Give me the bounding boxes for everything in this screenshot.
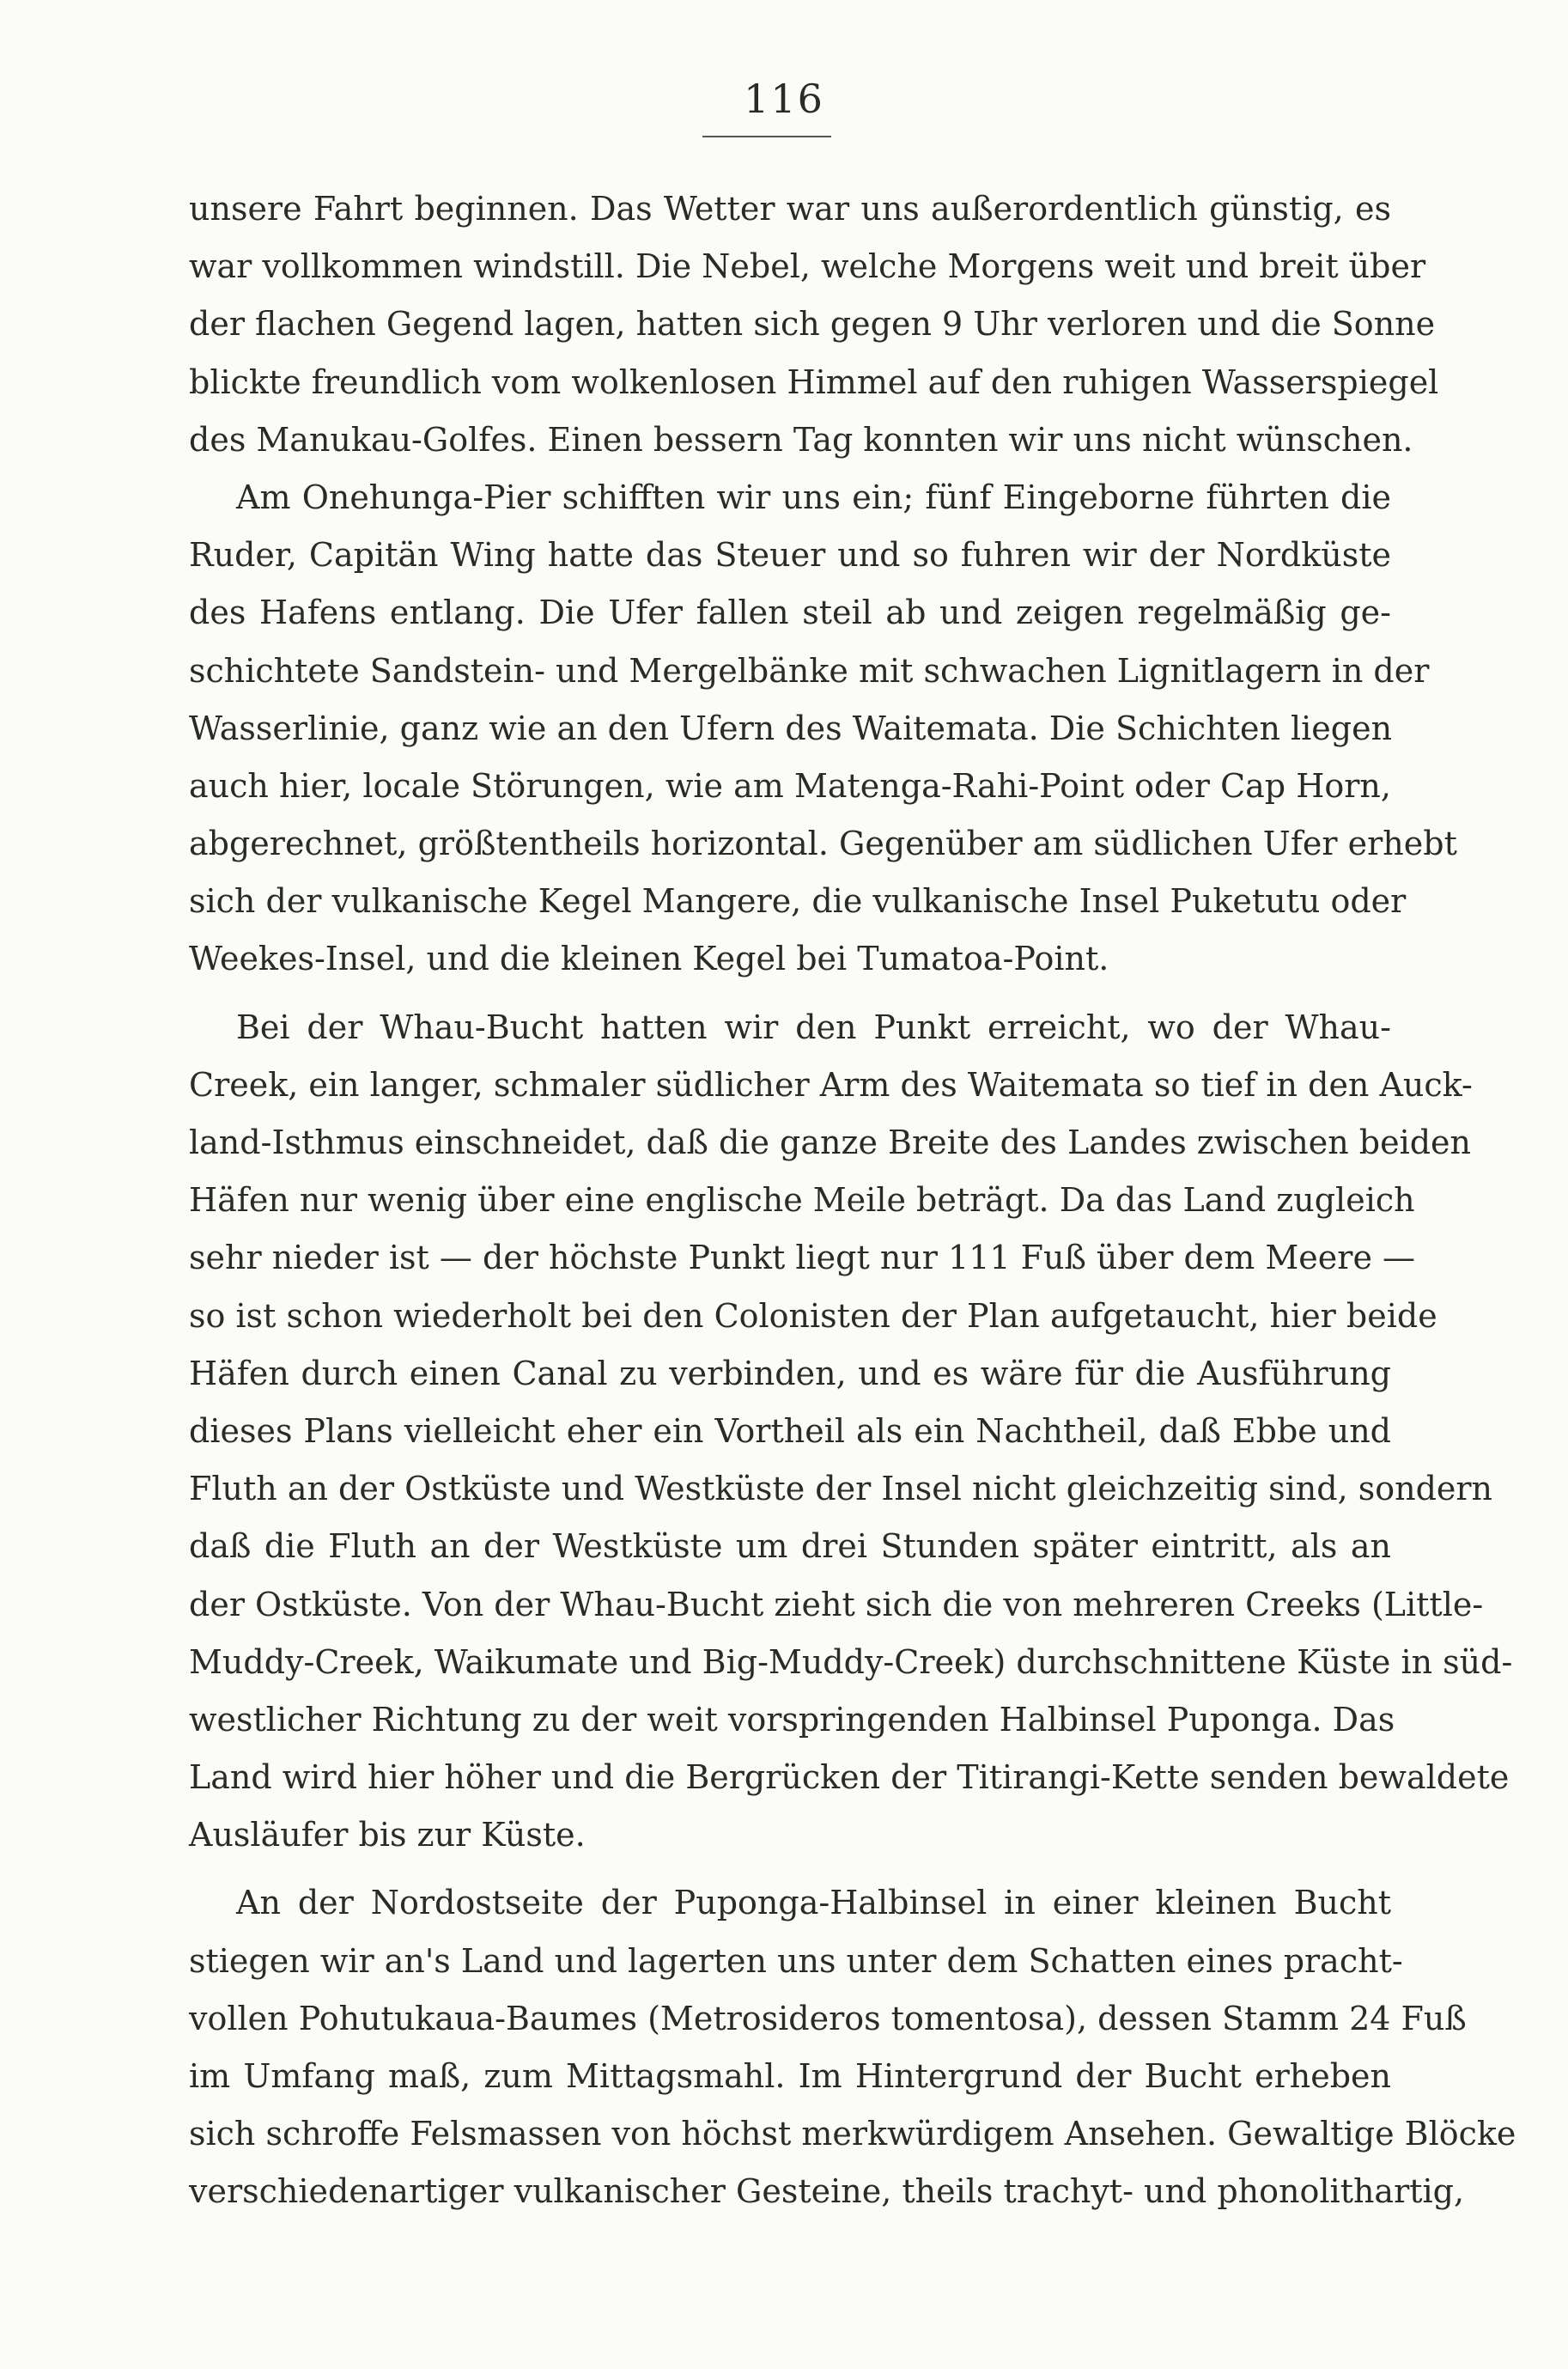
paragraph (189, 180, 1439, 469)
text-line: im Umfang maß, zum Mittagsmahl. Im Hintergrund der Bucht erheben (189, 2057, 1391, 2095)
text-line: war vollkommen windstill. Die Nebel, welche Morgens weit und breit über (189, 247, 1426, 286)
text-line: blickte freundlich vom wolkenlosen Himmel auf den ruhigen Wasserspiegel (189, 362, 1439, 401)
text-line: des Manukau-Golfes. Einen bessern Tag konnten wir uns nicht wünschen. (189, 420, 1413, 459)
text-line: Creek, ein langer, schmaler südlicher Arm des Waitemata so tief in den Auck- (189, 1065, 1473, 1104)
text-line: so ist schon wiederholt bei den Colonisten der Plan aufgetaucht, hier beide (189, 1296, 1437, 1335)
body-text (189, 180, 1516, 2221)
text-line: auch hier, locale Störungen, wie am Matenga-Rahi-Point oder Cap Horn, (189, 766, 1391, 805)
text-line: Wasserlinie, ganz wie an den Ufern des Waitemata. Die Schichten liegen (189, 709, 1393, 747)
text-line: land-Isthmus einschneidet, daß die ganze Breite des Landes zwischen beiden (189, 1124, 1472, 1161)
text-line: Am Onehunga-Pier schifften wir uns ein; fünf Eingeborne führten die (236, 478, 1391, 516)
text-line: des Hafens entlang. Die Ufer fallen steil ab und zeigen regelmäßig ge- (189, 594, 1391, 632)
text-line: Land wird hier höher und die Bergrücken der Titirangi-Kette senden bewaldete (189, 1758, 1510, 1797)
text-line: Fluth an der Ostküste und Westküste der Insel nicht gleichzeitig sind, sondern (189, 1470, 1493, 1508)
text-line: daß die Fluth an der Westküste um drei Stunden später eintritt, als an (189, 1527, 1391, 1566)
paragraph (189, 999, 1513, 1865)
text-line: sehr nieder ist — der höchste Punkt liegt nur 111 Fuß über dem Meere — (189, 1239, 1416, 1277)
text-line: sich schroffe Felsmassen von höchst merkwürdigem Ansehen. Gewaltige Blöcke (189, 2115, 1516, 2153)
text-line: Muddy-Creek, Waikumate und Big-Muddy-Creek) durchschnittene Küste in süd- (189, 1642, 1513, 1681)
paragraph-gap (189, 1864, 1391, 1874)
text-line: vollen Pohutukaua-Baumes (Metrosideros tomentosa), dessen Stamm 24 Fuß (189, 1999, 1467, 2037)
text-line: Bei der Whau-Bucht hatten wir den Punkt erreicht, wo der Whau- (236, 1008, 1391, 1046)
paragraph (189, 469, 1457, 989)
text-line: Ausläufer bis zur Küste. (189, 1816, 586, 1854)
text-line: stiegen wir an's Land und lagerten uns unter dem Schatten eines pracht- (189, 1941, 1403, 1980)
text-line: An der Nordostseite der Puponga-Halbinsel in einer kleinen Bucht (236, 1884, 1391, 1922)
text-line: Weekes-Insel, und die kleinen Kegel bei Tumatoa-Point. (189, 940, 1109, 978)
text-line: Häfen nur wenig über eine englische Meile beträgt. Da das Land zugleich (189, 1181, 1415, 1220)
page-number: 116 (744, 76, 824, 122)
text-line: verschiedenartiger vulkanischer Gesteine, theils trachyt- und phonolithartig, (189, 2172, 1465, 2211)
text-line: der Ostküste. Von der Whau-Bucht zieht sich die von mehreren Creeks (Little- (189, 1585, 1484, 1623)
paragraph (189, 1874, 1516, 2220)
text-line: westlicher Richtung zu der weit vorspringenden Halbinsel Puponga. Das (189, 1700, 1395, 1739)
text-line: abgerechnet, größtentheils horizontal. Gegenüber am südlichen Ufer erhebt (189, 825, 1457, 863)
header-rule (702, 136, 831, 137)
text-line: Ruder, Capitän Wing hatte das Steuer und so fuhren wir der Nordküste (189, 536, 1391, 575)
text-line: schichtete Sandstein- und Mergelbänke mit schwachen Lignitlagern in der (189, 651, 1430, 690)
text-line: dieses Plans vielleicht eher ein Vortheil als ein Nachtheil, daß Ebbe und (189, 1411, 1391, 1450)
text-line: unsere Fahrt beginnen. Das Wetter war uns außerordentlich günstig, es (189, 190, 1391, 228)
text-line: Häfen durch einen Canal zu verbinden, und es wäre für die Ausführung (189, 1354, 1391, 1392)
text-line: sich der vulkanische Kegel Mangere, die vulkanische Insel Puketutu oder (189, 882, 1407, 921)
text-line: der flachen Gegend lagen, hatten sich gegen 9 Uhr verloren und die Sonne (189, 305, 1436, 344)
paragraph-gap (189, 989, 1391, 999)
